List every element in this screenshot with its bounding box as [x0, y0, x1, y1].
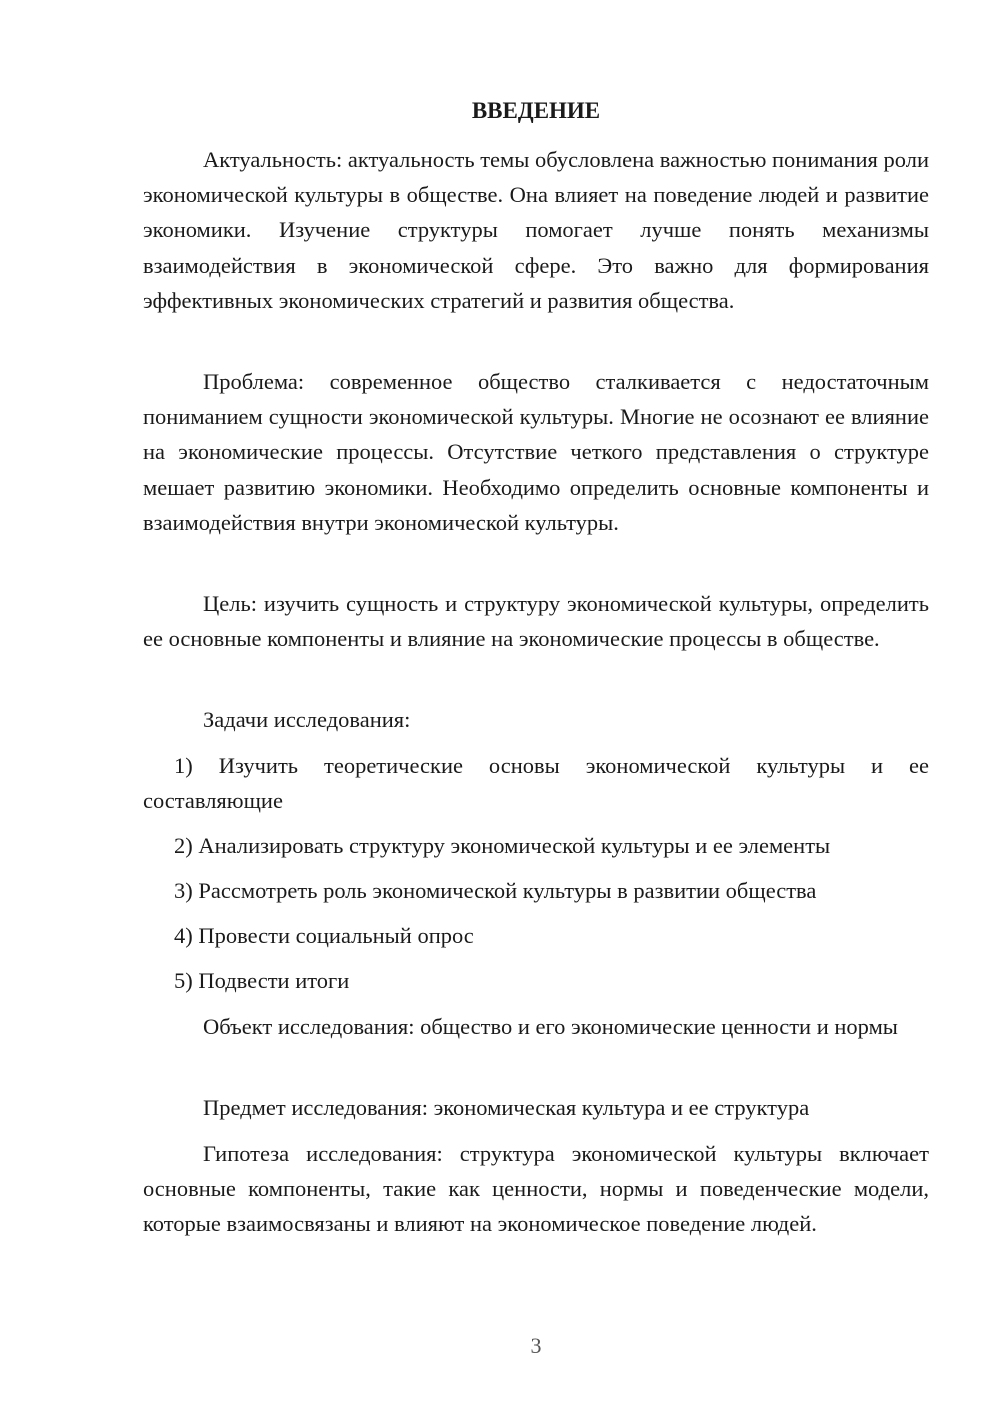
tasks-heading: Задачи исследования: [203, 707, 411, 732]
page-number: 3 [530, 1333, 542, 1358]
paragraph-hypothesis: Гипотеза исследования: структура экономической культуры включает основные компоненты, такие как ценности, нормы и поведенческие модели, которые взаимосвязаны и влияют на экономическое поведение людей. [143, 1141, 929, 1237]
task-item-5: 5) Подвести итоги [174, 968, 350, 993]
paragraph-relevance: Актуальность: актуальность темы обусловлена важностью понимания роли экономической культуры в обществе. Она влияет на поведение людей и развитие экономики. Изучение структуры помогает лучше понять механизмы взаимодействия в экономической сфере. Это важно для формирования эффективных экономических стратегий и развития общества. [143, 147, 929, 313]
task-item-3: 3) Рассмотреть роль экономической культуры в развитии общества [174, 878, 817, 903]
page-title: ВВЕДЕНИЕ [471, 98, 601, 123]
task-item-1: 1) Изучить теоретические основы экономической культуры и ее составляющие [143, 753, 929, 814]
task-item-4: 4) Провести социальный опрос [174, 923, 474, 948]
paragraph-goal: Цель: изучить сущность и структуру экономической культуры, определить ее основные компоненты и влияние на экономические процессы в обществе. [143, 591, 929, 652]
paragraph-problem: Проблема: современное общество сталкивается с недостаточным пониманием сущности экономической культуры. Многие не осознают ее влияние на экономические процессы. Отсутствие четкого представления о структуре мешает развитию экономики. Необходимо определить основные компоненты и взаимодействия внутри экономической культуры. [143, 369, 929, 535]
task-item-2: 2) Анализировать структуру экономической культуры и ее элементы [174, 833, 831, 858]
paragraph-subject: Предмет исследования: экономическая культура и ее структура [203, 1095, 810, 1120]
paragraph-object: Объект исследования: общество и его экономические ценности и нормы [203, 1014, 898, 1039]
